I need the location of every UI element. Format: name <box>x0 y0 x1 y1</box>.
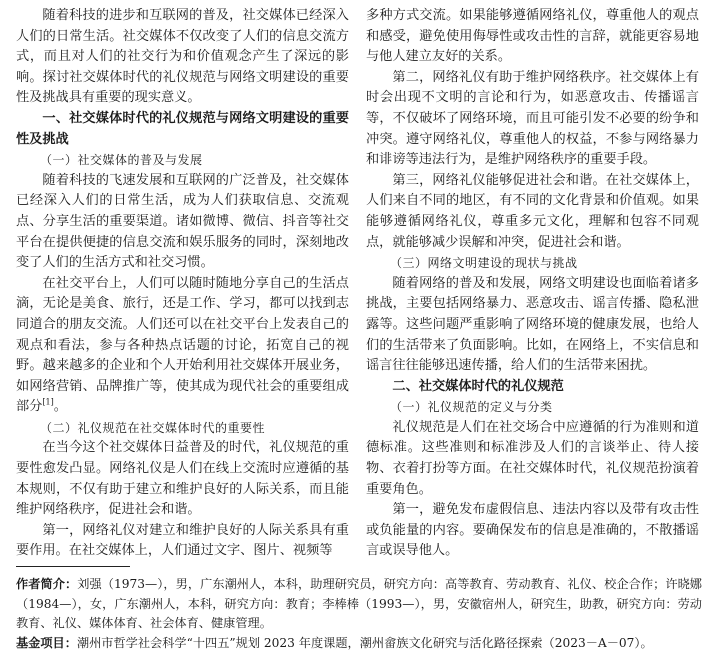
paragraph-end: 。 <box>53 399 67 415</box>
paragraph: 在当今这个社交媒体日益普及的时代，礼仪规范的重要性愈发凸显。网络礼仪是人们在线上交流时应遵循的基本规则，不仅有助于建立和维护良好的人际关系，而且能维护网络秩序，促进社会和谐。 <box>16 440 349 518</box>
section-2-heading: 二、社交媒体时代的礼仪规范 <box>392 378 564 394</box>
continued-paragraph: 多种方式交流。如果能够遵循网络礼仪，尊重他人的观点和感受，避免使用侮辱性或攻击性的言辞，就能更容易地与他人建立友好的关系。 <box>366 8 699 65</box>
paragraph: 第一，网络礼仪对建立和维护良好的人际关系具有重要作用。在社交媒体上，人们通过文字、图片、视频等 <box>16 522 349 559</box>
fund-info-text: 潮州市哲学社会科学“十四五”规划 2023 年度课题，潮州畲族文化研究与活化路径探索（2023－A－07）。 <box>76 636 653 650</box>
section-1-heading: 一、社交媒体时代的礼仪规范与网络文明建设的重要性及挑战 <box>16 110 349 147</box>
paragraph: 礼仪规范是人们在社交场合中应遵循的行为准则和道德标准。这些准则和标准涉及人们的言谈举止、待人接物、衣着打扮等方面。在社交媒体时代，礼仪规范扮演着重要角色。 <box>366 419 699 497</box>
subsection-3-heading: （三）网络文明建设的现状与挑战 <box>390 256 578 271</box>
citation-ref: [1] <box>42 397 54 407</box>
paragraph: 第二，网络礼仪有助于维护网络秩序。社交媒体上有时会出现不文明的言论和行为，如恶意攻击、传播谣言等，不仅破坏了网络环境，而且可能引发不必要的纷争和冲突。遵守网络礼仪，尊重他人的权益，不参与网络暴力和诽谤等违法行为，是维护网络秩序的重要手段。 <box>366 69 699 168</box>
paragraph: 随着网络的普及和发展，网络文明建设也面临着诸多挑战，主要包括网络暴力、恶意攻击、谣言传播、隐私泄露等。这些问题严重影响了网络环境的健康发展，也给人们的生活带来了负面影响。比如，在网络上，不实信息和谣言往往能够迅速传播，给人们的生活带来困扰。 <box>366 275 699 374</box>
fund-info <box>16 634 702 654</box>
subsection-2-heading: （二）礼仪规范在社交媒体时代的重要性 <box>40 420 266 435</box>
subsection-1-heading: （一）社交媒体的普及与发展 <box>40 153 203 168</box>
author-info <box>16 575 702 634</box>
subsection-4-heading: （一）礼仪规范的定义与分类 <box>390 400 553 415</box>
author-info-text: 刘强（1973—），男，广东潮州人，本科，助理研究员，研究方向：高等教育、劳动教育、礼仪、校企合作；许晓娜（1984—），女，广东潮州人，本科，研究方向：教育；李棒棒（1993—），男，安徽宿州人，研究生，助教，研究方向：劳动教育、礼仪、媒体体育、社会体育、健康管理。 <box>16 577 702 630</box>
paragraph-with-citation <box>16 274 349 418</box>
author-info-label: 作者简介： <box>16 577 78 591</box>
left-column <box>16 6 349 562</box>
footnote-divider <box>16 566 130 567</box>
paragraph: 第三，网络礼仪能够促进社会和谐。在社交媒体上，人们来自不同的地区，有不同的文化背景和价值观。如果能够遵循网络礼仪，尊重多元文化，理解和包容不同观点，就能够减少误解和冲突，促进社会和谐。 <box>366 172 699 250</box>
paragraph-text: 在社交平台上，人们可以随时随地分享自己的生活点滴，无论是美食、旅行，还是工作、学习，都可以找到志同道合的朋友交流。人们还可以在社交平台上发表自己的观点和看法，参与各种热点话题的讨论，拓宽自己的视野。越来越多的企业和个人开始利用社交媒体开展业务，如网络营销、品牌推广等，使其成为现代社会的重要组成部分 <box>16 275 349 415</box>
paragraph: 随着科技的飞速发展和互联网的广泛普及，社交媒体已经深入人们的日常生活，成为人们获取信息、交流观点、分享生活的重要渠道。诸如微博、微信、抖音等社交平台在提供便捷的信息交流和娱乐服务的同时，深刻地改变了人们的生活方式和社交习惯。 <box>16 172 349 271</box>
fund-info-label: 基金项目： <box>16 636 77 650</box>
right-column <box>366 6 699 562</box>
intro-paragraph: 随着科技的进步和互联网的普及，社交媒体已经深入人们的日常生活。社交媒体不仅改变了人们的信息交流方式，而且对人们的社交行为和价值观念产生了深远的影响。探讨社交媒体时代的礼仪规范与网络文明建设的重要性及挑战具有重要的现实意义。 <box>16 8 349 106</box>
paragraph: 第一，避免发布虚假信息、违法内容以及带有攻击性或负能量的内容。要确保发布的信息是准确的，不散播谣言或误导他人。 <box>366 502 699 559</box>
